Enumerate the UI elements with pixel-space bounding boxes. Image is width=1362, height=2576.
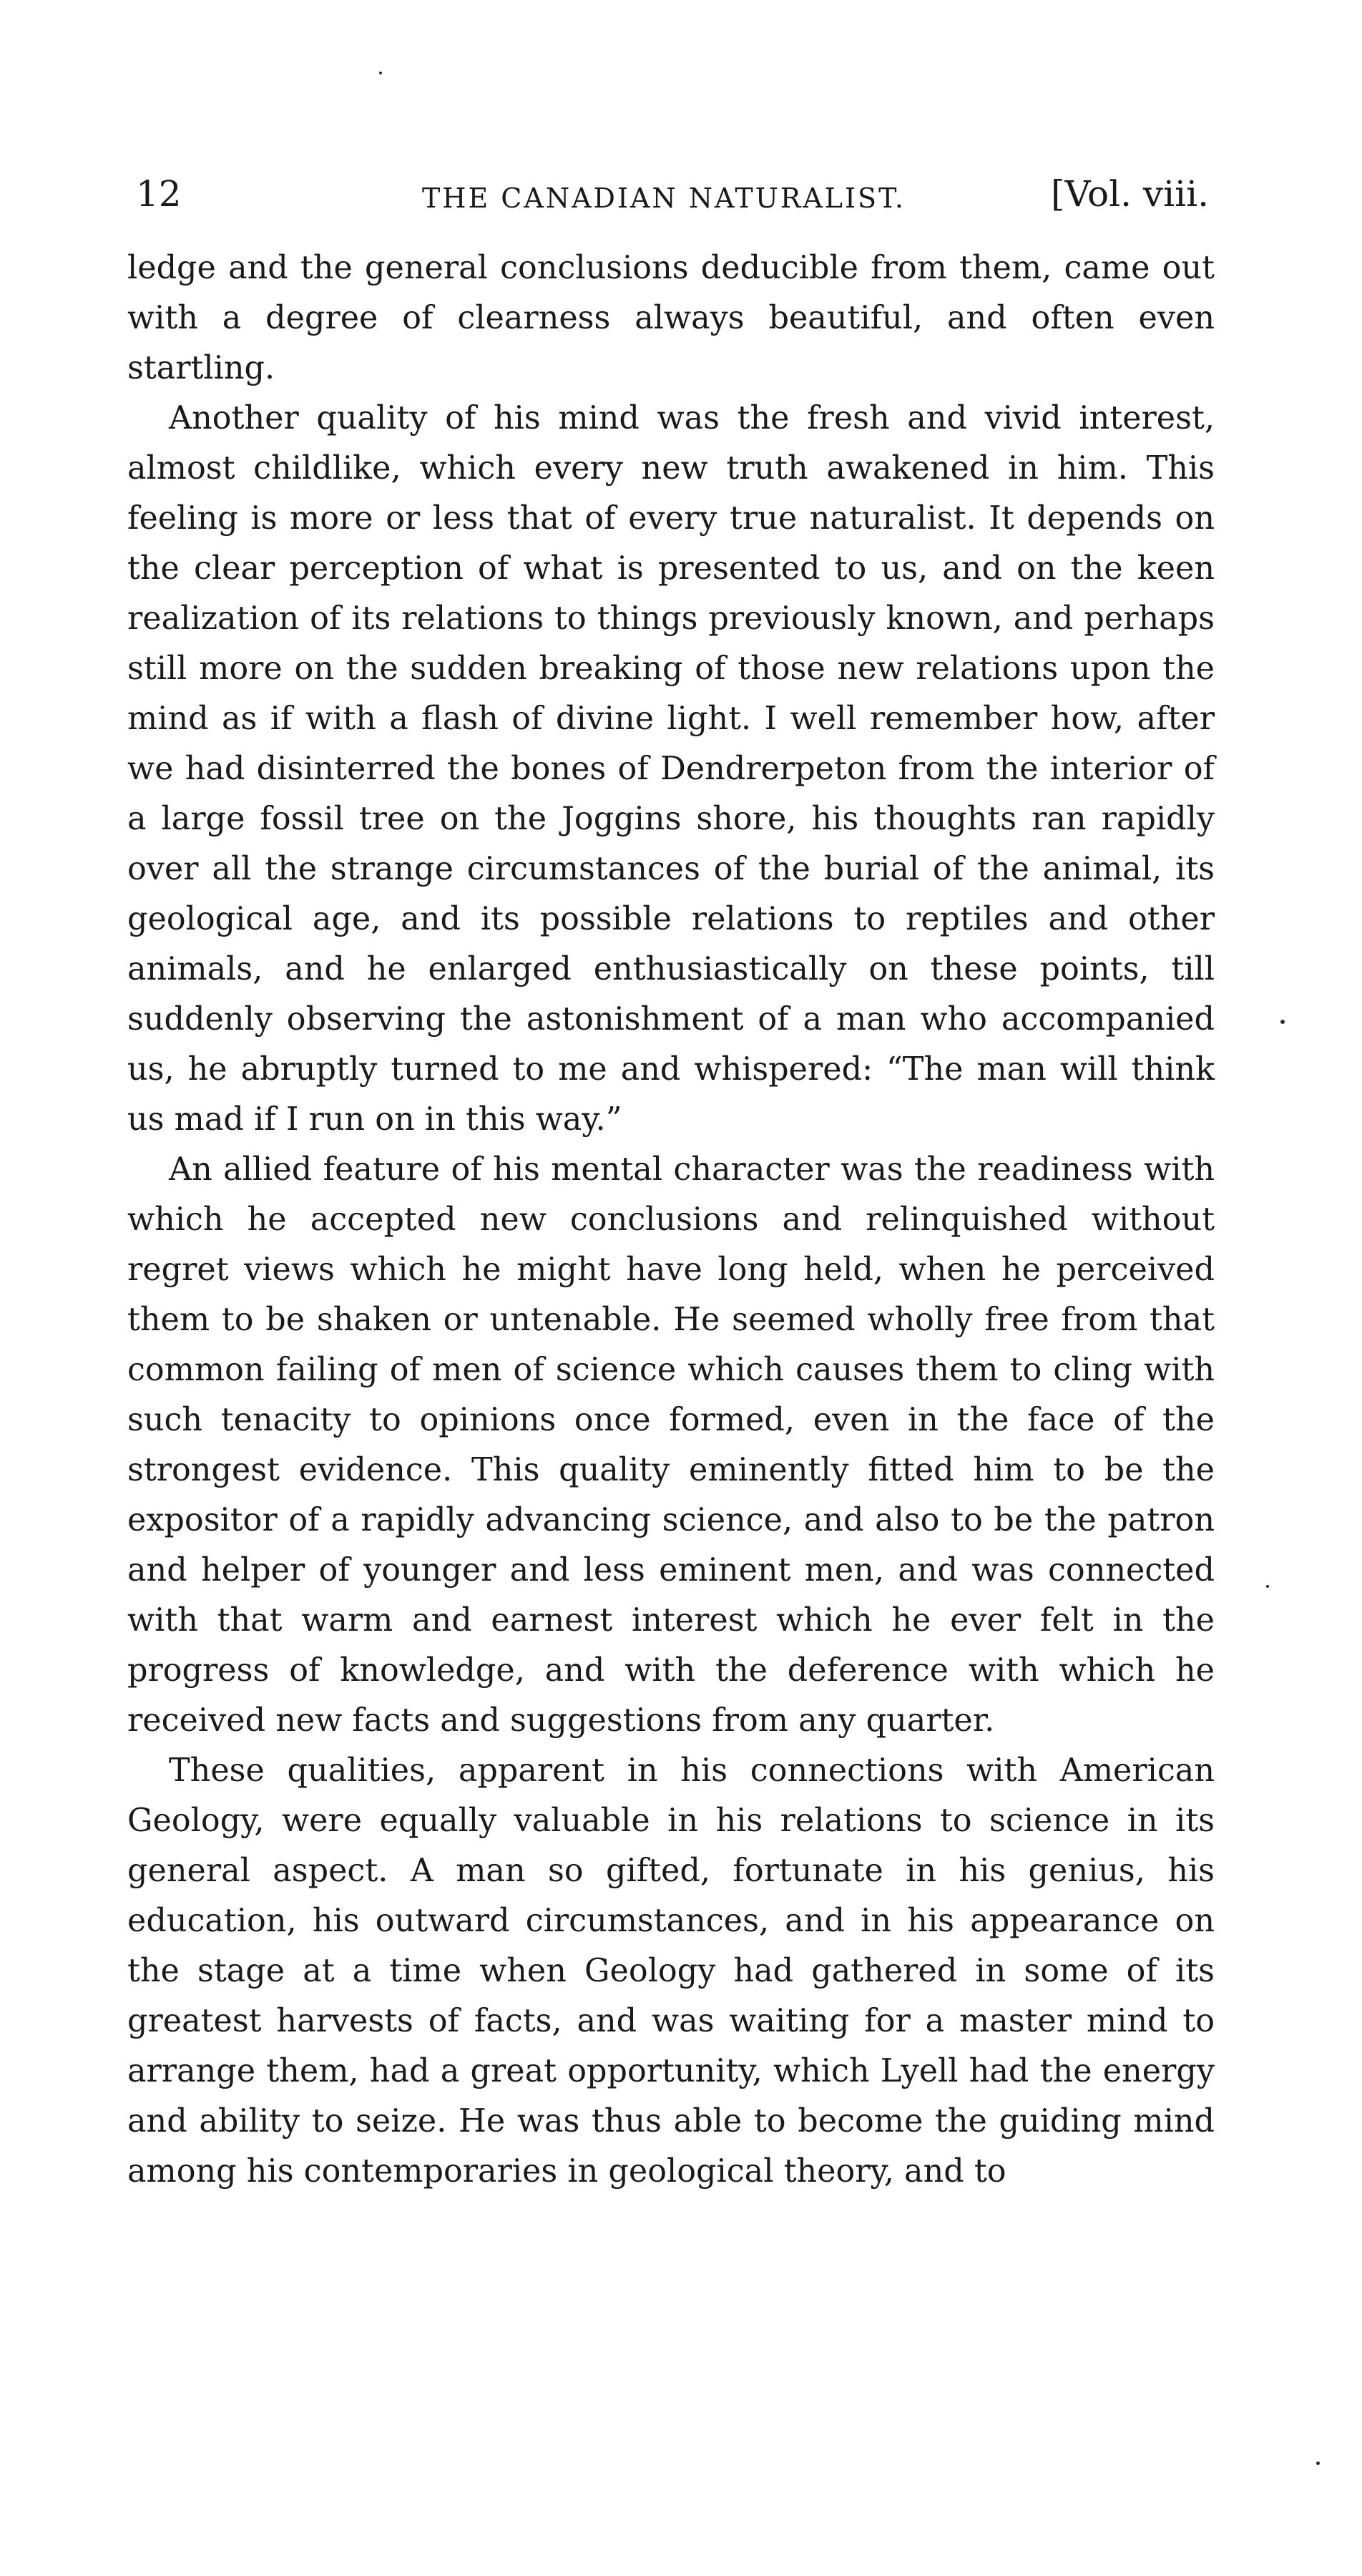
- scan-speck: [1280, 1020, 1285, 1024]
- paragraph: These qualities, apparent in his connections with American Geology, were equally valuable in his relations to science in its general aspect. A man so gifted, fortunate in his genius, his education, his outward circumstances, and in his appearance on the stage at a time when Geology had gathered in some of its greatest harvests of facts, and was waiting for a master mind to arrange them, had a great opportunity, which Lyell had the energy and ability to seize. He was thus able to become the guiding mind among his contemporaries in geological theory, and to: [127, 1752, 1215, 2190]
- body-text: [127, 243, 1215, 2197]
- page-number: 12: [136, 173, 182, 215]
- scan-speck: [379, 72, 382, 74]
- scan-speck: [1266, 1585, 1269, 1588]
- paragraph-continued: ledge and the general conclusions deducible from them, came out with a degree of clearness always beautiful, and often even startling.: [127, 250, 1215, 386]
- volume-label: [Vol. viii.: [1050, 173, 1209, 215]
- paragraph: Another quality of his mind was the fresh and vivid interest, almost childlike, which every new truth awakened in him. This feeling is more or less that of every true naturalist. It depends on the clear perception of what is presented to us, and on the keen realization of its relations to things previously known, and perhaps still more on the sudden breaking of those new relations upon the mind as if with a flash of divine light. I well remember how, after we had disinterred the bones of Dendrerpeton from the interior of a large fossil tree on the Joggins shore, his thoughts ran rapidly over all the strange circumstances of the burial of the animal, its geological age, and its possible relations to reptiles and other animals, and he enlarged enthusiastically on these points, till suddenly observing the astonishment of a man who accompanied us, he abruptly turned to me and whispered: “The man will think us mad if I run on in this way.”: [127, 400, 1215, 1138]
- journal-title: THE CANADIAN NATURALIST.: [422, 182, 906, 214]
- scan-speck: [1316, 2462, 1320, 2465]
- paragraph: An allied feature of his mental character was the readiness with which he accepted new conclusions and relinquished without regret views which he might have long held, when he perceived them to be shaken or untenable. He seemed wholly free from that common failing of men of science which causes them to cling with such tenacity to opinions once formed, even in the face of the strongest evidence. This quality eminently fitted him to be the expositor of a rapidly advancing science, and also to be the patron and helper of younger and less eminent men, and was connected with that warm and earnest interest which he ever felt in the progress of knowledge, and with the deference with which he received new facts and suggestions from any quarter.: [127, 1151, 1215, 1739]
- running-head: [136, 169, 1209, 219]
